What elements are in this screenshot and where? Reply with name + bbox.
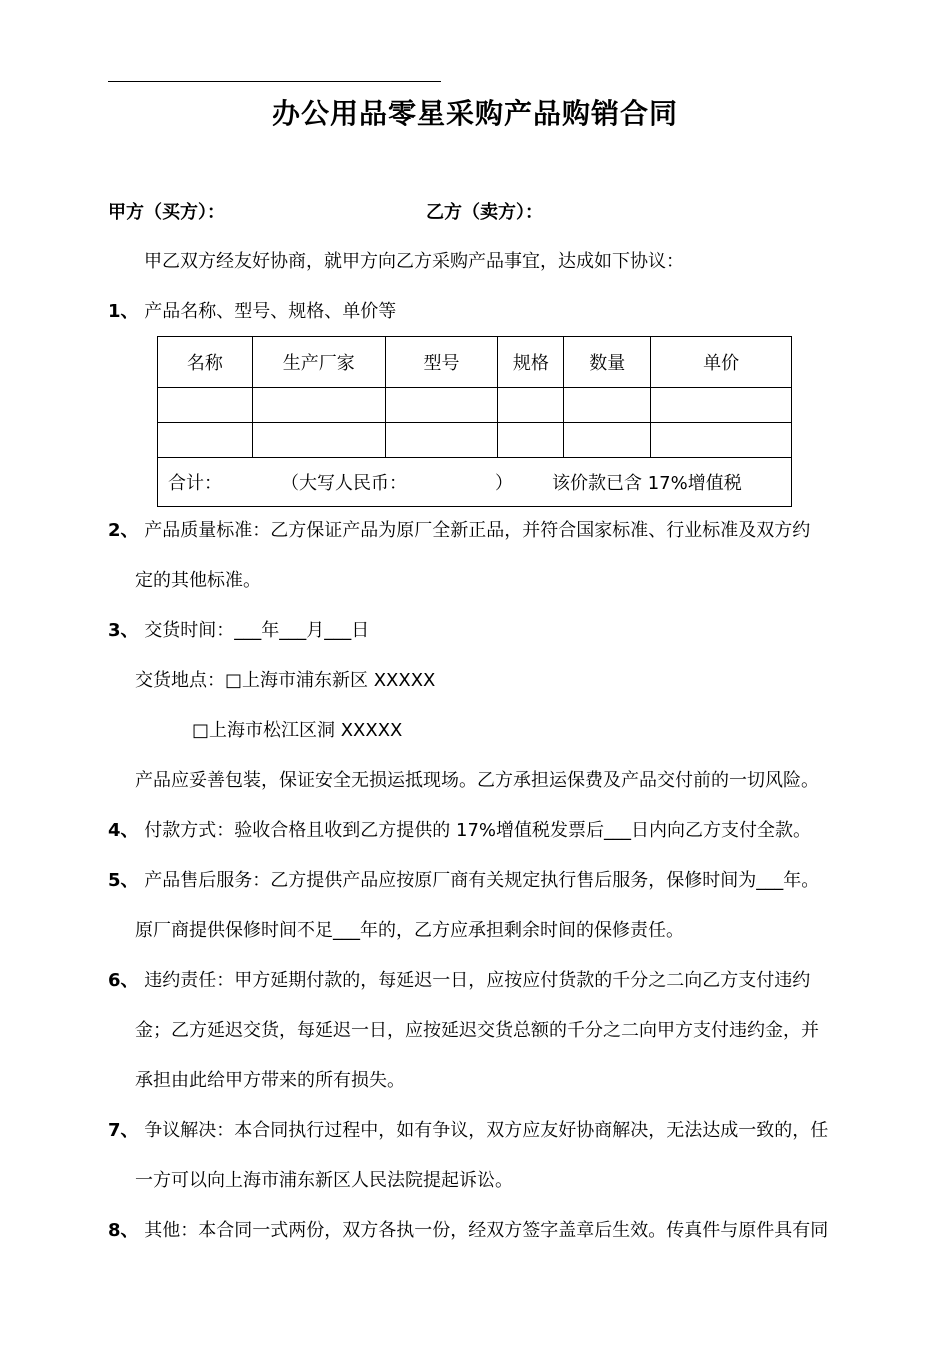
total-label: 合计： [168, 473, 222, 494]
clause-number: 1 [108, 301, 121, 322]
clause-number: 4 [108, 820, 121, 841]
clause-text: 争议解决：本合同执行过程中，如有争议，双方应友好协商解决，无法达成一致的，任 [144, 1120, 829, 1141]
clause-text: 其他：本合同一式两份，双方各执一份，经双方签字盖章后生效。传真件与原件具有同 [144, 1220, 829, 1241]
clause-text: 交货时间：___年___月___日 [144, 620, 370, 641]
clause-number: 8 [108, 1220, 121, 1241]
column-header: 型号 [385, 337, 498, 388]
delivery-place-2: □上海市松江区洞 XXXXX [192, 720, 403, 741]
column-header: 生产厂家 [252, 337, 385, 388]
clause-6-continuation-1: 金；乙方延迟交货，每延迟一日，应按延迟交货总额的千分之二向甲方支付违约金，并 [135, 1020, 819, 1041]
clause-number: 5 [108, 870, 121, 891]
table-cell [651, 388, 792, 423]
clause-separator: 、 [120, 870, 139, 891]
clause-text: 违约责任：甲方延期付款的，每延迟一日，应按应付货款的千分之二向乙方支付违约 [144, 970, 811, 991]
clause-separator: 、 [120, 970, 139, 991]
header-rule [108, 81, 441, 82]
table-header-row [158, 337, 792, 388]
product-table [157, 336, 792, 507]
clause-separator: 、 [120, 520, 139, 541]
clause-4 [108, 818, 811, 844]
clause-separator: 、 [120, 820, 139, 841]
page-title: 办公用品零星采购产品购销合同 [271, 97, 678, 130]
clause-text: 付款方式：验收合格且收到乙方提供的 17%增值税发票后___日内向乙方支付全款。 [144, 820, 811, 841]
table-cell [385, 423, 498, 458]
clause-7-continuation: 一方可以向上海市浦东新区人民法院提起诉讼。 [135, 1170, 513, 1191]
table-cell [252, 388, 385, 423]
table-cell [564, 423, 651, 458]
clause-5 [108, 868, 819, 894]
table-cell [385, 388, 498, 423]
table-cell [252, 423, 385, 458]
column-header: 数量 [564, 337, 651, 388]
buyer-label: 甲方（买方）： [108, 202, 225, 223]
clause-separator: 、 [120, 1120, 139, 1141]
seller-label: 乙方（卖方）： [426, 202, 543, 223]
clause-6-continuation-2: 承担由此给甲方带来的所有损失。 [135, 1070, 405, 1091]
intro-text: 甲乙双方经友好协商，就甲方向乙方采购产品事宜，达成如下协议： [144, 251, 684, 272]
clause-separator: 、 [120, 1220, 139, 1241]
delivery-place-1: 交货地点：□上海市浦东新区 XXXXX [135, 670, 436, 691]
clause-text: 产品质量标准：乙方保证产品为原厂全新正品，并符合国家标准、行业标准及双方约 [144, 520, 811, 541]
column-header: 单价 [651, 337, 792, 388]
clause-text: 产品售后服务：乙方提供产品应按原厂商有关规定执行售后服务，保修时间为___年。 [144, 870, 820, 891]
clause-3 [108, 618, 369, 644]
clause-separator: 、 [120, 301, 139, 322]
clause-8 [108, 1218, 828, 1244]
clause-2 [108, 518, 810, 544]
total-tax-note: 该价款已含 17%增值税 [552, 473, 742, 494]
clause-separator: 、 [120, 620, 139, 641]
clause-1 [108, 299, 396, 325]
table-row [158, 423, 792, 458]
table-cell [158, 423, 253, 458]
table-cell [651, 423, 792, 458]
table-cell [158, 388, 253, 423]
clause-text: 产品名称、型号、规格、单价等 [144, 301, 397, 322]
column-header: 名称 [158, 337, 253, 388]
clause-2-continuation: 定的其他标准。 [135, 570, 261, 591]
table-row [158, 388, 792, 423]
table-cell [564, 388, 651, 423]
clause-7 [108, 1118, 828, 1144]
clause-5-continuation: 原厂商提供保修时间不足___年的，乙方应承担剩余时间的保修责任。 [135, 920, 684, 941]
column-header: 规格 [498, 337, 564, 388]
packaging-text: 产品应妥善包装，保证安全无损运抵现场。乙方承担运保费及产品交付前的一切风险。 [135, 770, 819, 791]
clause-number: 2 [108, 520, 121, 541]
clause-6 [108, 968, 810, 994]
clause-number: 6 [108, 970, 121, 991]
table-cell [498, 388, 564, 423]
table-total-row [158, 458, 792, 507]
total-cell [158, 458, 792, 507]
clause-number: 7 [108, 1120, 121, 1141]
clause-number: 3 [108, 620, 121, 641]
total-rmb-label: （大写人民币： [281, 473, 407, 494]
table-cell [498, 423, 564, 458]
total-rmb-close: ） [495, 473, 513, 494]
